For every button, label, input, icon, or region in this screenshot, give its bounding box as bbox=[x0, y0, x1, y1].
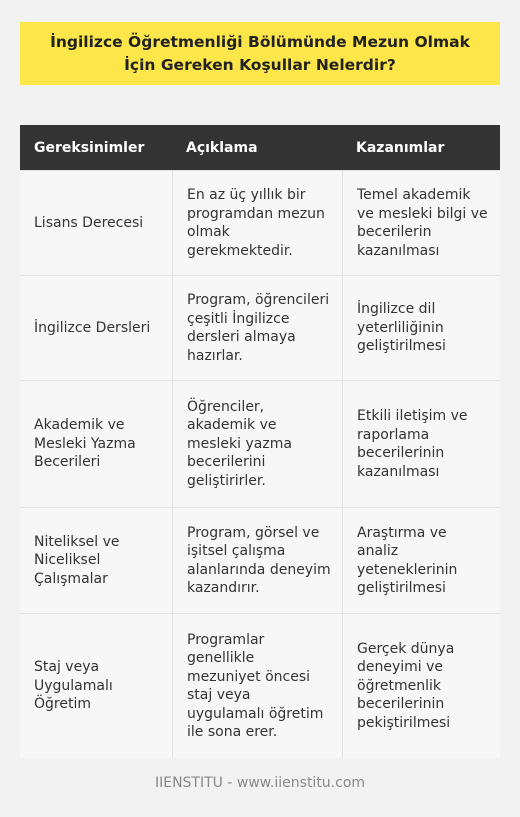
requirements-table bbox=[20, 125, 500, 758]
description-text: Öğrenciler, akademik ve mesleki yazma becerilerini geliştirirler. bbox=[187, 398, 292, 489]
column-header-requirements: Gereksinimler bbox=[34, 139, 145, 156]
table-row bbox=[20, 507, 500, 613]
column-header-description: Açıklama bbox=[186, 139, 258, 156]
gain-cell bbox=[342, 614, 500, 758]
requirement-text: Niteliksel ve Niceliksel Çalışmalar bbox=[34, 533, 120, 587]
description-cell bbox=[172, 614, 342, 758]
requirement-text: Staj veya Uygulamalı Öğretim bbox=[34, 659, 113, 713]
gain-cell bbox=[342, 276, 500, 380]
gain-cell bbox=[342, 171, 500, 275]
requirement-cell bbox=[20, 276, 172, 380]
table-row bbox=[20, 380, 500, 507]
description-cell bbox=[172, 171, 342, 275]
gain-cell bbox=[342, 508, 500, 613]
gain-text: İngilizce dil yeterliliğinin geliştirilmesi bbox=[357, 301, 446, 355]
description-cell bbox=[172, 508, 342, 613]
requirement-cell bbox=[20, 508, 172, 613]
column-header-gains: Kazanımlar bbox=[356, 139, 445, 156]
table-row bbox=[20, 170, 500, 275]
gain-text: Temel akademik ve mesleki bilgi ve becerilerin kazanılması bbox=[357, 187, 488, 259]
table-row bbox=[20, 613, 500, 758]
description-text: En az üç yıllık bir programdan mezun olmak gerekmektedir. bbox=[187, 187, 325, 259]
page-title: İngilizce Öğretmenliği Bölümünde Mezun Olmak İçin Gereken Koşullar Nelerdir? bbox=[50, 32, 470, 74]
description-cell bbox=[172, 381, 342, 507]
requirement-text: Lisans Derecesi bbox=[34, 214, 144, 231]
gain-text: Araştırma ve analiz yeteneklerinin geliştirilmesi bbox=[357, 524, 458, 596]
gain-text: Etkili iletişim ve raporlama becerilerinin kazanılması bbox=[357, 408, 468, 480]
description-text: Program, öğrencileri çeşitli İngilizce dersleri almaya hazırlar. bbox=[187, 292, 330, 364]
requirement-text: Akademik ve Mesleki Yazma Becerileri bbox=[34, 417, 136, 471]
footer-credit: IIENSTITU - www.iienstitu.com bbox=[154, 775, 366, 791]
gain-text: Gerçek dünya deneyimi ve öğretmenlik becerilerinin pekiştirilmesi bbox=[357, 640, 455, 731]
description-cell bbox=[172, 276, 342, 380]
requirement-cell bbox=[20, 381, 172, 507]
title-banner bbox=[20, 22, 500, 85]
requirement-cell bbox=[20, 614, 172, 758]
requirement-text: İngilizce Dersleri bbox=[34, 319, 151, 336]
description-text: Programlar genellikle mezuniyet öncesi staj veya uygulamalı öğretim ile sona erer. bbox=[187, 631, 324, 740]
table-header bbox=[20, 125, 500, 170]
gain-cell bbox=[342, 381, 500, 507]
requirement-cell bbox=[20, 171, 172, 275]
description-text: Program, görsel ve işitsel çalışma alanlarında deneyim kazandırır. bbox=[187, 524, 331, 596]
table-row bbox=[20, 275, 500, 380]
